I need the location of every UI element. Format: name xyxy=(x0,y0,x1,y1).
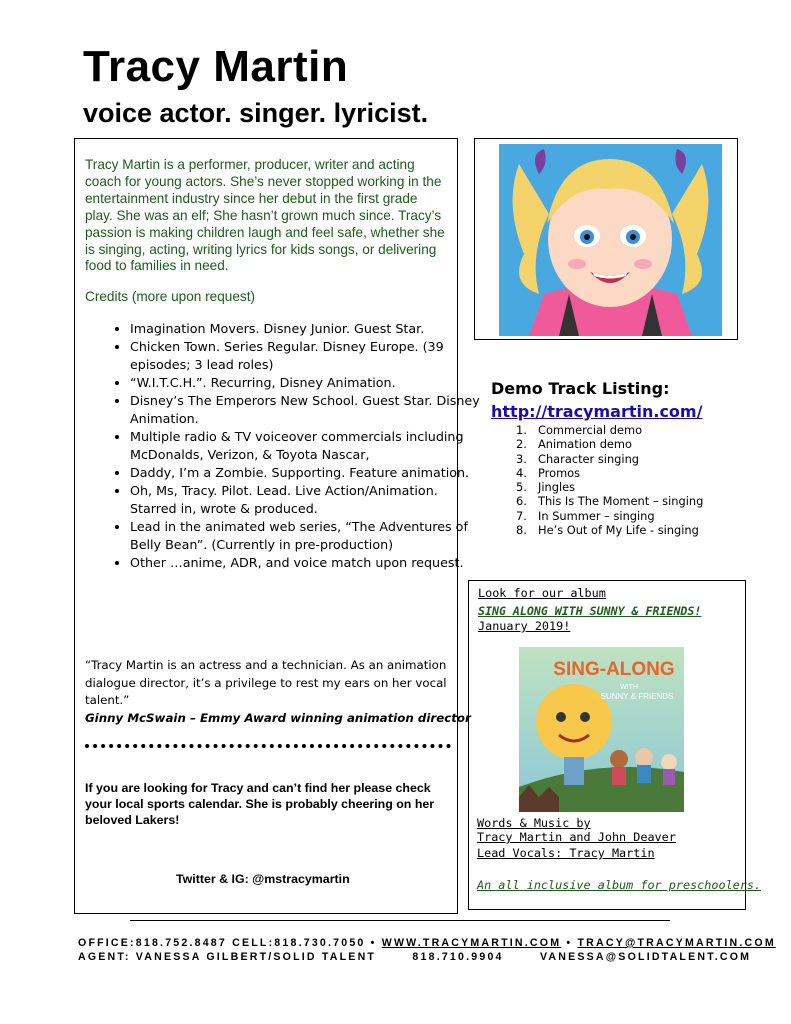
album-cover-title: SING-ALONG xyxy=(553,659,675,680)
credits-heading: Credits (more upon request) xyxy=(85,289,255,304)
footer-contact-line xyxy=(78,937,776,949)
dotted-divider xyxy=(85,744,451,752)
track-item: 7. In Summer – singing xyxy=(516,508,655,523)
demo-track-list xyxy=(516,423,703,537)
album-cover xyxy=(519,647,684,812)
footer-bullet: • xyxy=(566,937,573,949)
footer-divider xyxy=(130,920,670,921)
demo-link[interactable]: http://tracymartin.com/ xyxy=(491,402,703,421)
footer-bullet: • xyxy=(370,937,377,949)
page-title: Tracy Martin xyxy=(83,42,349,91)
testimonial-attribution: Ginny McSwain – Emmy Award winning animation director xyxy=(85,711,471,725)
album-cover-subtitle: SUNNY & FRIENDS xyxy=(600,692,674,701)
track-item: 5. Jingles xyxy=(516,480,576,495)
social-handle: Twitter & IG: @mstracymartin xyxy=(176,872,350,886)
credit-item: • Lead in the animated web series, “The Adventures of Belly Bean”. (Currently in pre-production) xyxy=(130,518,480,554)
bio-paragraph: Tracy Martin is a performer, producer, writer and acting coach for young actors. She’s never stopped working in the entertainment industry since her debut in the first grade play. She was an elf; She hasn’t grown much since. Tracy’s passion is making children laugh and feel safe, whether she is singing, acting, writing lyrics for kids songs, or delivering food to families in need. xyxy=(85,157,445,274)
footer-email[interactable]: TRACY@TRACYMARTIN.COM xyxy=(577,937,776,949)
credit-item: • “W.I.T.C.H.”. Recurring, Disney Animation. xyxy=(130,374,480,392)
footer-agent: AGENT: VANESSA GILBERT/SOLID TALENT xyxy=(78,951,377,963)
credit-item: • Multiple radio & TV voiceover commercials including McDonalds, Verizon, & Toyota Nascar, xyxy=(130,428,480,464)
album-title: SING ALONG WITH SUNNY & FRIENDS! xyxy=(478,604,702,618)
credit-item: • Imagination Movers. Disney Junior. Guest Star. xyxy=(130,320,480,338)
credit-item: • Other …anime, ADR, and voice match upon request. xyxy=(130,554,480,572)
album-credit-writers: Tracy Martin and John Deaver xyxy=(477,830,676,844)
footer-office: OFFICE:818.752.8487 CELL:818.730.7050 xyxy=(78,937,366,949)
album-credit-words: Words & Music by xyxy=(477,816,591,830)
footer-agent-email[interactable]: VANESSA@SOLIDTALENT.COM xyxy=(539,951,752,963)
lakers-note: If you are looking for Tracy and can’t find her please check your local sports calendar. She is probably cheering on her beloved Lakers! xyxy=(85,781,435,827)
footer-website[interactable]: WWW.TRACYMARTIN.COM xyxy=(381,937,562,949)
credit-item: • Disney’s The Emperors New School. Guest Star. Disney Animation. xyxy=(130,392,480,428)
credits-list xyxy=(98,320,480,572)
testimonial-quote: “Tracy Martin is an actress and a technician. As an animation dialogue director, it’s a privilege to rest my ears on her vocal talent.” xyxy=(85,658,447,707)
album-release-date: January 2019! xyxy=(478,619,571,633)
album-intro: Look for our album xyxy=(478,586,606,600)
album-cover-subtitle-with: WITH xyxy=(620,684,638,691)
track-item: 2. Animation demo xyxy=(516,437,632,452)
track-item: 3. Character singing xyxy=(516,451,640,466)
credit-item: • Daddy, I’m a Zombie. Supporting. Feature animation. xyxy=(130,464,480,482)
page-subtitle: voice actor. singer. lyricist. xyxy=(83,98,429,128)
credit-item: • Oh, Ms, Tracy. Pilot. Lead. Live Action/Animation. Starred in, wrote & produced. xyxy=(130,482,480,518)
album-tagline: An all inclusive album for preschoolers. xyxy=(477,878,762,892)
album-credit-vocals: Lead Vocals: Tracy Martin xyxy=(477,846,655,860)
track-item: 6. This Is The Moment – singing xyxy=(516,494,704,509)
credit-item: • Chicken Town. Series Regular. Disney Europe. (39 episodes; 3 lead roles) xyxy=(130,338,480,374)
track-item: 8. He’s Out of My Life - singing xyxy=(516,523,699,538)
demo-heading: Demo Track Listing: xyxy=(491,379,670,398)
track-item: 4. Promos xyxy=(516,465,581,480)
footer-agent-phone: 818.710.9904 xyxy=(412,951,504,963)
track-item: 1. Commercial demo xyxy=(516,423,643,437)
footer-agent-line xyxy=(78,951,751,963)
cartoon-portrait xyxy=(499,144,722,336)
